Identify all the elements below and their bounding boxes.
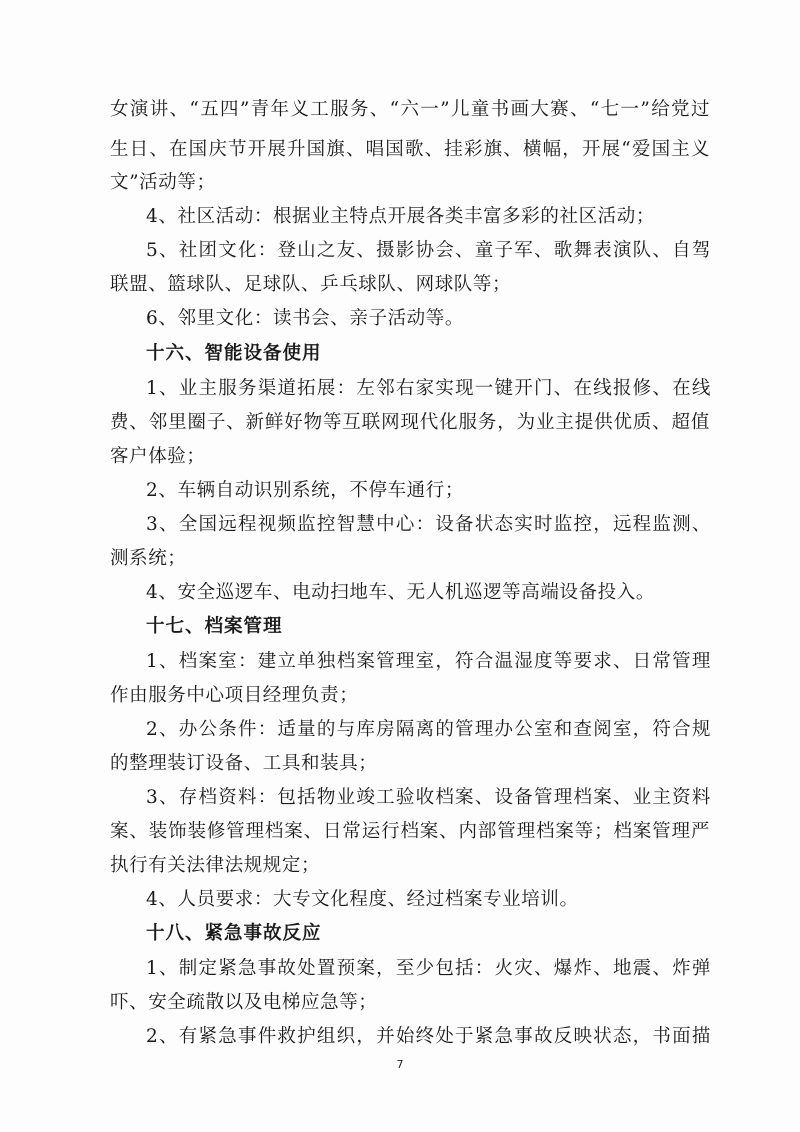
list-item-community-activities: 4、社区活动：根据业主特点开展各类丰富多彩的社区活动； [146, 206, 655, 227]
text-line: 客户体验； [110, 446, 206, 467]
section-heading-smart-devices: 十六、智能设备使用 [146, 343, 322, 364]
text-line: 联盟、篮球队、足球队、乒乓球队、网球队等； [110, 274, 512, 295]
section-heading-emergency-response: 十八、紧急事故反应 [146, 923, 322, 944]
text-line: 费、邻里圈子、新鲜好物等互联网现代化服务，为业主提供优质、超值 [110, 412, 710, 433]
list-item-archived-materials: 3、存档资料：包括物业竣工验收档案、设备管理档案、业主资料 [146, 787, 711, 808]
text-line: 测系统； [110, 548, 187, 569]
list-item-office-conditions: 2、办公条件：适量的与库房隔离的管理办公室和查阅室，符合规 [146, 719, 711, 740]
text-line: 作由服务中心项目经理负责； [110, 685, 359, 706]
list-item-owner-service-channels: 1、业主服务渠道拓展：左邻右家实现一键开门、在线报修、在线 [146, 378, 711, 399]
text-line: 执行有关法律法规规定； [110, 855, 321, 876]
text-line: 的整理装订设备、工具和装具； [110, 753, 378, 774]
text-line: 文”活动等； [110, 172, 216, 193]
page-number: 7 [396, 1058, 404, 1071]
text-line: 女演讲、“五四”青年义工服务、“六一”儿童书画大赛、“七一”给党过 [110, 99, 710, 120]
text-line: 吓、安全疏散以及电梯应急等； [110, 992, 378, 1013]
list-item-archive-room: 1、档案室：建立单独档案管理室，符合温湿度等要求、日常管理 [146, 651, 711, 672]
list-item-high-end-equipment: 4、安全巡逻车、电动扫地车、无人机巡逻等高端设备投入。 [146, 582, 655, 603]
list-item-vehicle-recognition: 2、车辆自动识别系统，不停车通行； [146, 480, 464, 501]
list-item-rescue-organization: 2、有紧急事件救护组织，并始终处于紧急事故反映状态，书面描 [146, 1026, 711, 1047]
list-item-neighborhood-culture: 6、邻里文化：读书会、亲子活动等。 [146, 308, 464, 329]
list-item-club-culture: 5、社团文化：登山之友、摄影协会、童子军、歌舞表演队、自驾 [146, 240, 711, 261]
text-line: 案、装饰装修管理档案、日常运行档案、内部管理档案等；档案管理严 [110, 821, 710, 842]
section-heading-archive-management: 十七、档案管理 [146, 616, 283, 637]
list-item-staff-requirements: 4、人员要求：大专文化程度、经过档案专业培训。 [146, 889, 579, 910]
list-item-remote-monitoring: 3、全国远程视频监控智慧中心：设备状态实时监控，远程监测、 [146, 514, 711, 535]
list-item-emergency-plan: 1、制定紧急事故处置预案，至少包括：火灾、爆炸、地震、炸弹 [146, 958, 711, 979]
text-line: 生日、在国庆节开展升国旗、唱国歌、挂彩旗、横幅，开展“爱国主义 [110, 139, 710, 160]
